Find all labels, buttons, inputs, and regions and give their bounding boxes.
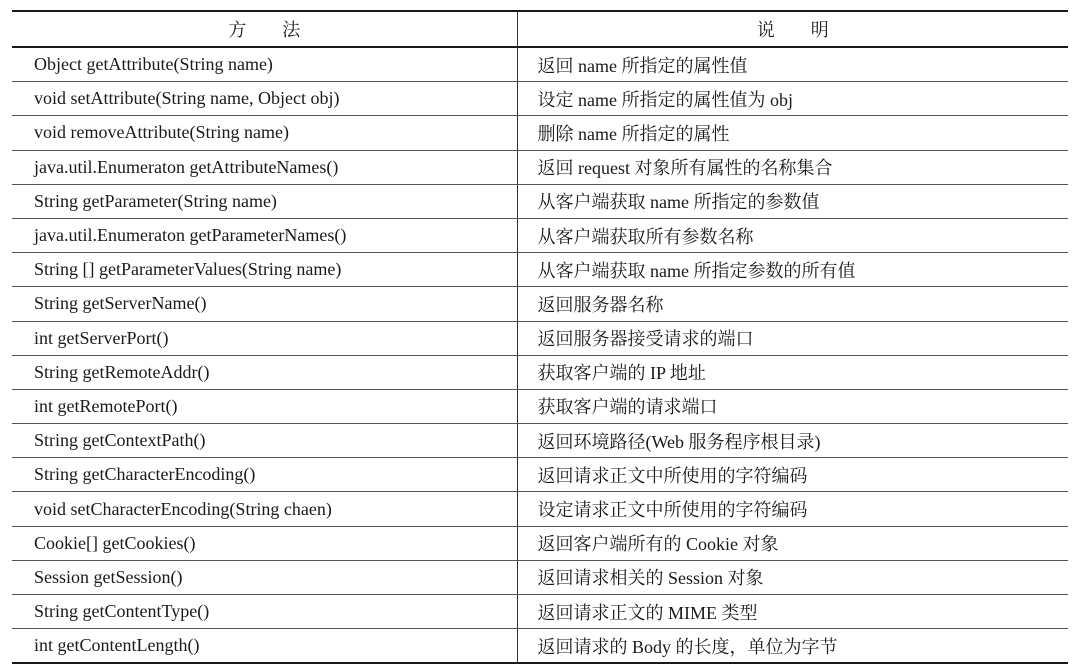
description-cell: 从客户端获取所有参数名称 [517, 218, 1068, 252]
description-cell: 返回 name 所指定的属性值 [517, 47, 1068, 82]
method-cell: void setAttribute(String name, Object obj) [12, 82, 517, 116]
method-cell: void removeAttribute(String name) [12, 116, 517, 150]
table-row [12, 116, 1068, 150]
method-cell: String getRemoteAddr() [12, 355, 517, 389]
method-cell: int getRemotePort() [12, 389, 517, 423]
method-cell: int getServerPort() [12, 321, 517, 355]
description-cell: 返回请求的 Body 的长度，单位为字节 [517, 629, 1068, 664]
method-cell: String getServerName() [12, 287, 517, 321]
table-header [12, 11, 1068, 47]
request-methods-table [12, 10, 1068, 664]
description-cell: 从客户端获取 name 所指定的参数值 [517, 184, 1068, 218]
description-cell: 删除 name 所指定的属性 [517, 116, 1068, 150]
method-cell: String getCharacterEncoding() [12, 458, 517, 492]
table-row [12, 321, 1068, 355]
description-cell: 返回请求正文中所使用的字符编码 [517, 458, 1068, 492]
table-row [12, 492, 1068, 526]
table-row [12, 355, 1068, 389]
description-cell: 从客户端获取 name 所指定参数的所有值 [517, 253, 1068, 287]
table-row [12, 253, 1068, 287]
table-row [12, 595, 1068, 629]
table-row [12, 47, 1068, 82]
description-cell: 返回请求正文的 MIME 类型 [517, 595, 1068, 629]
method-cell: String getParameter(String name) [12, 184, 517, 218]
table-row [12, 184, 1068, 218]
header-method: 方 法 [12, 11, 517, 47]
method-cell: Cookie[] getCookies() [12, 526, 517, 560]
table-row [12, 82, 1068, 116]
method-cell: Object getAttribute(String name) [12, 47, 517, 82]
description-cell: 返回客户端所有的 Cookie 对象 [517, 526, 1068, 560]
description-cell: 返回 request 对象所有属性的名称集合 [517, 150, 1068, 184]
description-cell: 返回环境路径(Web 服务程序根目录) [517, 424, 1068, 458]
table-row [12, 526, 1068, 560]
header-description: 说 明 [517, 11, 1068, 47]
table-body [12, 47, 1068, 663]
table-row [12, 287, 1068, 321]
method-cell: String [] getParameterValues(String name) [12, 253, 517, 287]
description-cell: 获取客户端的 IP 地址 [517, 355, 1068, 389]
methods-table-container [12, 10, 1068, 664]
description-cell: 返回服务器名称 [517, 287, 1068, 321]
method-cell: java.util.Enumeraton getParameterNames() [12, 218, 517, 252]
method-cell: String getContextPath() [12, 424, 517, 458]
description-cell: 设定请求正文中所使用的字符编码 [517, 492, 1068, 526]
description-cell: 获取客户端的请求端口 [517, 389, 1068, 423]
table-row [12, 458, 1068, 492]
table-row [12, 560, 1068, 594]
table-row [12, 150, 1068, 184]
description-cell: 设定 name 所指定的属性值为 obj [517, 82, 1068, 116]
method-cell: String getContentType() [12, 595, 517, 629]
description-cell: 返回服务器接受请求的端口 [517, 321, 1068, 355]
table-row [12, 629, 1068, 664]
table-row [12, 424, 1068, 458]
method-cell: java.util.Enumeraton getAttributeNames() [12, 150, 517, 184]
header-row [12, 11, 1068, 47]
method-cell: void setCharacterEncoding(String chaen) [12, 492, 517, 526]
method-cell: int getContentLength() [12, 629, 517, 664]
description-cell: 返回请求相关的 Session 对象 [517, 560, 1068, 594]
table-row [12, 218, 1068, 252]
table-row [12, 389, 1068, 423]
method-cell: Session getSession() [12, 560, 517, 594]
